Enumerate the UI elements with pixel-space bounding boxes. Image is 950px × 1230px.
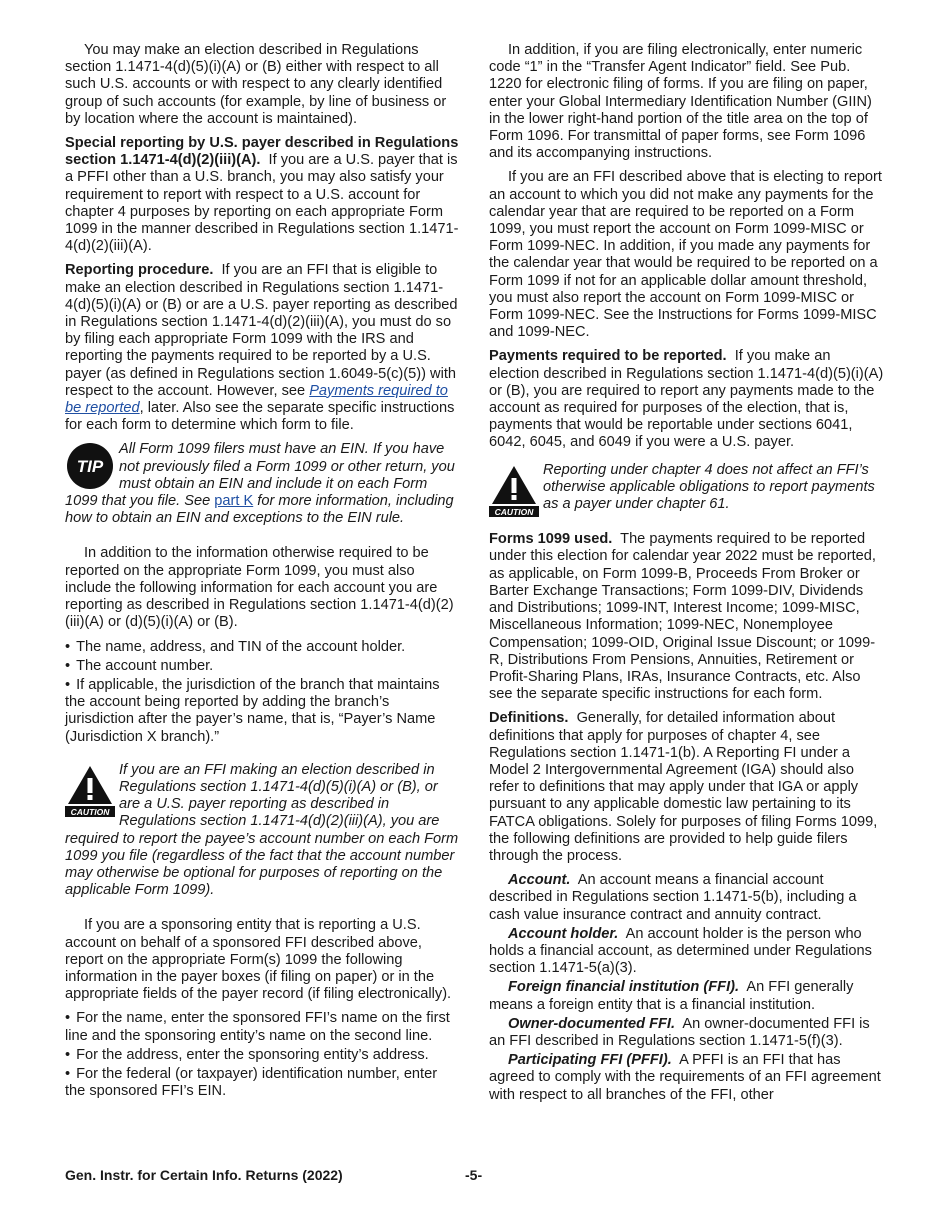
caution-note-chapter-61 [489, 461, 884, 517]
list-item: • The account number. [65, 657, 214, 674]
heading-payments-required: Payments required to be reported. [489, 348, 727, 365]
list-item: • For the federal (or taxpayer) identification number, enter the sponsored FFI’s EIN. [65, 1065, 438, 1100]
caution-note-account-number [65, 762, 460, 900]
text-forms-used: The payments required to be reported under this election for calendar year 2022 must be reported, as applicable, on Form 1099-B, Proceeds From Broker or Barter Exchange Transactions; Form 1099-DIV, Dividends and Distributions; 1099-INT, Interest Income; 1099-MISC, Miscellaneous Information; 1099-NEC, Nonemployee Compensation; 1099-OID, Original Issue Discount; or 1099-R, Distributions From Pensions, Annuities, Retirement or Profit-Sharing Plans, IRAs, Insurance Contracts, etc. Also see the separate specific instructions for each form. [489, 531, 876, 703]
paragraph-definitions [489, 710, 884, 865]
caution-label: CAUTION [70, 806, 110, 817]
definition-item: Foreign financial institution (FFI). An FFI generally means a foreign entity that is a financial institution. [489, 979, 854, 1013]
list-item: • For the address, enter the sponsoring entity’s address. [65, 1046, 429, 1063]
caution-label: CAUTION [494, 506, 534, 517]
text-reporting-procedure-b: , later. Also see the separate specific instructions for each form to determine which form to file. [65, 400, 455, 434]
left-column [65, 42, 460, 1102]
list-item: • For the name, enter the sponsored FFI’s name on the first line and the sponsoring entity’s name on the second line. [65, 1010, 450, 1044]
caution-icon [65, 762, 115, 818]
heading-special-reporting: Special reporting by U.S. payer described in Regulations section 1.1471-4(d)(2)(iii)(A). [65, 135, 459, 169]
list-item: • If applicable, the jurisdiction of the branch that maintains the account being reported by adding the branch’s jurisdiction after the payer’s name, that is, “Payer’s Name (Jurisdiction X branch).” [65, 676, 440, 745]
paragraph-sponsoring-entity: If you are a sponsoring entity that is reporting a U.S. account on behalf of a sponsored FFI described above, report on the appropriate Form(s) 1099 the following information in the payer boxes (if filing on paper) or in the appropriate fields of the payer record (if filing electronically). [65, 917, 452, 1003]
footer-title: Gen. Instr. for Certain Info. Returns (2022) [65, 1167, 343, 1183]
paragraph-forms-used [489, 531, 884, 703]
tip-label: TIP [76, 457, 104, 477]
page-number: -5- [465, 1167, 483, 1183]
definition-item: Participating FFI (PFFI). A PFFI is an FFI that has agreed to comply with the requirements of an FFI agreement with respect to all branches of the FFI, other [489, 1052, 881, 1103]
right-column [489, 42, 884, 1106]
paragraph-special-reporting [65, 135, 460, 255]
definition-item: Account holder. An account holder is the person who holds a financial account, as determined under Regulations section 1.1471-5(a)(3). [489, 925, 872, 977]
paragraph-payments-required [489, 348, 884, 451]
paragraph-additional-info: In addition to the information otherwise required to be reported on the appropriate Form 1099, you must also include the following information for each account you are reporting as described in Regulations section 1.1471-4(d)(2)(iii)(A) or (d)(5)(i)(A) or (B). [65, 545, 454, 631]
tip-text-a: All Form 1099 filers must have an EIN. If you have not previously filed a Form 1099 or other return, you must obtain an EIN and include it on each Form 1099 that you file. See [65, 441, 455, 510]
heading-forms-used: Forms 1099 used. [489, 531, 613, 548]
text-reporting-procedure-a: If you are an FFI that is eligible to make an election described in Regulations section 1.1471-4(d)(5)(i)(A) or (B) or are a U.S. payer reporting as described in Regulations section 1.1471-4(d)(2)(iii)(A), you must do so by filing each appropriate Form 1099 with the IRS and reporting the payments required to be reported by a U.S. payer (as defined in Regulations section 1.6049-5(c)(5)) with respect to the account. However, see [65, 262, 458, 399]
page-footer [65, 1167, 885, 1183]
text-definitions: Generally, for detailed information about definitions that apply for purposes of chapter 4, see Regulations section 1.1471-1(b). A Reporting FI under a Model 2 Intergovernmental Agreement (IGA) should also refer to definitions that may apply under that IGA or apply pursuant to any applicable domestic law pertaining to its FATCA obligations. Solely for purposes of filing Forms 1099, the following definitions are provided to help guide filers through the process. [489, 710, 878, 864]
tip-note [65, 441, 460, 527]
text-special-reporting: If you are a U.S. payer that is a PFFI other than a U.S. branch, you may also satisfy your requirement to report with respect to a U.S. account for chapter 4 purposes by reporting on each appropriate Form 1099 in the manner described in Regulations section 1.1471-4(d)(2)(iii)(A). [65, 152, 459, 255]
link-payments-required[interactable]: Payments required to be reported [65, 382, 448, 417]
paragraph-election: You may make an election described in Regulations section 1.1471-4(d)(5)(i)(A) or (B) either with respect to all such U.S. accounts or with respect to any clearly identified group of such accounts (for example, by line of business or by location where the account is maintained). [65, 42, 447, 127]
text-payments-required: If you make an election described in Regulations section 1.1471-4(d)(5)(i)(A) or (B), you are required to report any payments made to the account as required for purposes of the election, that is, payments that would be reportable under sections 6041, 6042, 6045, and 6049 if you were a U.S. payer. [489, 348, 884, 451]
link-part-k[interactable]: part K [214, 493, 254, 510]
paragraph-electronic-filing: In addition, if you are filing electronically, enter numeric code “1” in the “Transfer Agent Indicator” field. See Pub. 1220 for electronic filing of forms. If you are filing on paper, enter your Global Intermediary Identification Number (GIIN) in the lower right-hand portion of the title area on the top of Form 1096. For transmittal of paper forms, see Form 1096 and its accompanying instructions. [489, 42, 872, 162]
caution-text: If you are an FFI making an election described in Regulations section 1.1471-4(d)(5)(i)(A) or (B), or are a U.S. payer reporting as described in Regulations section 1.1471-4(d)(2)(iii)(A), you are required to report the payee’s account number on each Form 1099 you file (regardless of the fact that the account number may otherwise be optional for purposes of reporting on the applicable Form 1099). [65, 761, 459, 899]
heading-definitions: Definitions. [489, 710, 569, 727]
paragraph-reporting-procedure [65, 262, 460, 434]
list-item: • The name, address, and TIN of the account holder. [65, 638, 406, 655]
caution-text: Reporting under chapter 4 does not affect an FFI’s otherwise applicable obligations to report payments as a payer under chapter 61. [543, 461, 875, 513]
definition-item: Owner-documented FFI. An owner-documented FFI is an FFI described in Regulations section 1.1471-5(f)(3). [489, 1015, 870, 1049]
paragraph-electing-report: If you are an FFI described above that is electing to report an account to which you did not make any payments for the calendar year that are required to be reported on a Form 1099, you must report the account on Form 1099-MISC or Form 1099-NEC. In addition, if you made any payments for the calendar year that would be required to be reported on a Form 1099 if not for an applicable dollar amount threshold, you must also report the account on Form 1099-MISC or Form 1099-NEC. See the Instructions for Forms 1099-MISC and 1099-NEC. [489, 169, 882, 341]
tip-text-b: for more information, including how to obtain an EIN and exceptions to the EIN rule. [65, 493, 454, 527]
caution-icon [489, 462, 539, 518]
definition-item: Account. An account means a financial account described in Regulations section 1.1471-5(b), including a cash value insurance contract and annuity contract. [489, 872, 857, 923]
heading-reporting-procedure: Reporting procedure. [65, 262, 214, 279]
tip-icon [65, 441, 115, 491]
